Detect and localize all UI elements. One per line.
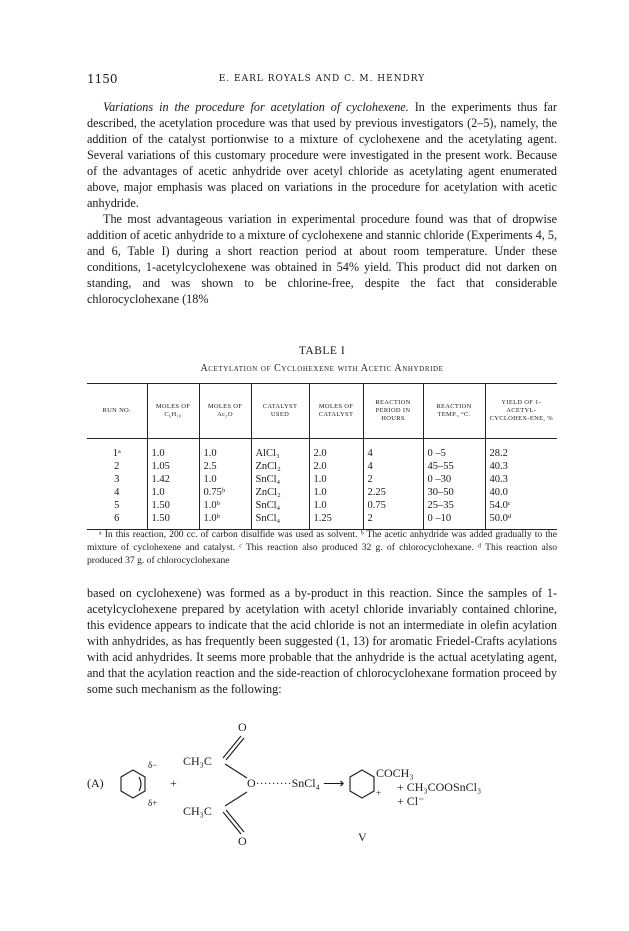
delta-plus: δ+ — [148, 798, 158, 808]
running-title: E. EARL ROYALS AND C. M. HENDRY — [218, 74, 426, 84]
table-cell: ZnCl₂ — [251, 486, 309, 499]
table-cell: 25–35 — [423, 499, 485, 512]
paragraph-mechanism: based on cyclohexene) was formed as a by-product in this reaction. Since the samples of 1-acetylcyclohexene prepared by acetylation with acetyl chloride invariably contained chlorine, this evidence appears to indicate that the acid chloride is not an intermediate in olefin acylation with anhydrides, as has frequently been suggested (1, 13) for aromatic Friedel-Crafts acylations with acid anhydrides. It seems more probable that the anhydride is the actual acetylating agent, and that the acylation reaction and the side-reaction of chlorocyclohexane formation proceed by some such mechanism as the following: — [87, 586, 557, 696]
table-cell: 1.0ᵇ — [199, 499, 251, 512]
compound-label: V — [358, 830, 367, 844]
table-cell: 0.75 — [363, 499, 423, 512]
paragraph-variations-text: In the experiments thus far described, the acetylation procedure was that used by previous investigators (2–5), namely, the addition of the catalyst portionwise to a mixture of cyclohexene and the acetylating agent. Several variations of this customary procedure were investigated in the present work. Because of the advantages of acetic anhydride over acetyl chloride as acetylating agent enumerated above, major emphasis was placed on variations in the procedure for acetylation with acetic anhydride. — [87, 100, 557, 210]
carbonyl-bond-bottom — [223, 812, 241, 834]
table-cell: 1.0 — [147, 439, 199, 461]
column-header: MOLES OF Ac₂O — [199, 384, 251, 439]
table-cell: 1.42 — [147, 473, 199, 486]
body-text-bottom — [87, 585, 557, 697]
acetyl-substituent: COCH₃ — [376, 766, 414, 780]
table-cell: 2 — [363, 512, 423, 530]
table-footnotes — [87, 528, 557, 567]
paragraph-variations — [87, 99, 557, 211]
paragraph-advantageous-variation: The most advantageous variation in experimental procedure found was that of dropwise addition of acetic anhydride to a mixture of cyclohexene and stannic chloride (Experiments 4, 5, and 6, Table I) during a short reaction period at about room temperature. Under these conditions, 1-acetylcyclohexene was obtained in 54% yield. This product did not darken on standing, and was shown to be chlorine-free, despite the fact that considerable chlorocyclohexane (18% — [87, 212, 557, 306]
table-row — [87, 439, 557, 461]
table-cell: 4 — [363, 460, 423, 473]
table-cell: 1.50 — [147, 512, 199, 530]
partial-double-bond — [139, 777, 141, 791]
carbonyl-oxygen-top: O — [238, 720, 247, 734]
table-cell: 1.50 — [147, 499, 199, 512]
column-header: CATALYST USED — [251, 384, 309, 439]
acyl-oxygen-bond-bottom — [225, 792, 247, 806]
running-head — [87, 72, 557, 88]
table-cell: 2.0 — [309, 439, 363, 461]
column-header: YIELD OF 1-ACETYL-CYCLOHEX-ENE, % — [485, 384, 557, 439]
footnote-text: ᵃ In this reaction, 200 cc. of carbon disulfide was used as solvent. ᵇ The acetic anhydride was added gradually to the mixture of cyclohexene and catalyst. ᶜ This reaction also produced 32 g. of chlorocyclohexane. ᵈ This reaction also produced 37 g. of chlorocyclohexane — [87, 529, 557, 566]
table-cell: 1.25 — [309, 512, 363, 530]
body-text-top — [87, 99, 557, 307]
table-cell: 0.75ᵇ — [199, 486, 251, 499]
table-cell: 40.3 — [485, 460, 557, 473]
column-header: RUN NO. — [87, 384, 147, 439]
table-cell: 40.0 — [485, 486, 557, 499]
product-stannate: + CH₃COOSnCl₃ — [397, 780, 482, 794]
table-cell: 28.2 — [485, 439, 557, 461]
results-table — [87, 383, 557, 530]
table-cell: 2.0 — [309, 460, 363, 473]
acyl-oxygen-bond-top — [225, 764, 247, 778]
column-header: MOLES OF C₆H₁₀ — [147, 384, 199, 439]
acetyl-group-bottom: CH₃C — [183, 804, 212, 818]
table-cell: 1ᵃ — [112, 448, 121, 459]
table-cell: 2.5 — [199, 460, 251, 473]
delta-minus: δ− — [148, 760, 158, 770]
product-chloride: + Cl⁻ — [397, 794, 425, 808]
table-cell: 1.0 — [309, 473, 363, 486]
cation-charge: + — [376, 788, 382, 798]
table-title: Acetylation of Cyclohexene with Acetic Anhydride — [200, 363, 444, 374]
column-header: MOLES OF CATALYST — [309, 384, 363, 439]
table-cell: 1.0 — [199, 473, 251, 486]
table-cell: 2.25 — [363, 486, 423, 499]
page-number: 1150 — [87, 72, 118, 86]
table-row — [87, 499, 557, 512]
carbonyl-oxygen-bottom: O — [238, 834, 247, 848]
table-cell: 54.0ᶜ — [485, 499, 557, 512]
table-cell: SnCl₄ — [251, 473, 309, 486]
table-cell: 50.0ᵈ — [485, 512, 557, 530]
table-cell: AlCl₃ — [251, 439, 309, 461]
column-header: REACTION PERIOD IN HOURS — [363, 384, 423, 439]
table-cell: 40.3 — [485, 473, 557, 486]
table-cell: 5 — [114, 500, 120, 511]
table-cell: 2 — [363, 473, 423, 486]
table-cell: 1.05 — [147, 460, 199, 473]
table-cell: 1.0 — [199, 439, 251, 461]
column-header: REACTION TEMP., °C. — [423, 384, 485, 439]
table-caption — [87, 345, 557, 374]
scheme-label: (A) — [87, 776, 104, 790]
table-cell: ZnCl₂ — [251, 460, 309, 473]
table-cell: 1.0 — [309, 486, 363, 499]
reaction-arrow: ⟶ — [323, 776, 345, 792]
table-cell: 1.0 — [309, 499, 363, 512]
table-header-row — [87, 384, 557, 439]
table-cell: 0 –10 — [423, 512, 485, 530]
table-row — [87, 486, 557, 499]
acetyl-group-top: CH₃C — [183, 754, 212, 768]
table-cell: 4 — [114, 487, 120, 498]
table-label: TABLE I — [298, 345, 346, 357]
anhydride-stannic-complex: O·········SnCl₄ — [247, 776, 320, 790]
table-row — [87, 512, 557, 530]
table-row — [87, 473, 557, 486]
table-cell: 1.0ᵇ — [199, 512, 251, 530]
table-cell: 3 — [114, 474, 120, 485]
reaction-scheme — [87, 718, 567, 858]
table-row — [87, 460, 557, 473]
plus-sign: + — [170, 776, 177, 790]
table-cell: SnCl₄ — [251, 512, 309, 530]
table-cell: 30–50 — [423, 486, 485, 499]
table-cell: 1.0 — [147, 486, 199, 499]
carbonyl-bond-top — [223, 736, 241, 758]
table-cell: SnCl₄ — [251, 499, 309, 512]
table-cell: 45–55 — [423, 460, 485, 473]
table-cell: 0 –30 — [423, 473, 485, 486]
table-cell: 6 — [87, 512, 147, 530]
table-cell: 4 — [363, 439, 423, 461]
table-cell: 2 — [114, 461, 120, 472]
cation-ring — [350, 770, 374, 798]
section-run-in-title: Variations in the procedure for acetylation of cyclohexene. — [103, 100, 409, 114]
table-cell: 0 –5 — [423, 439, 485, 461]
